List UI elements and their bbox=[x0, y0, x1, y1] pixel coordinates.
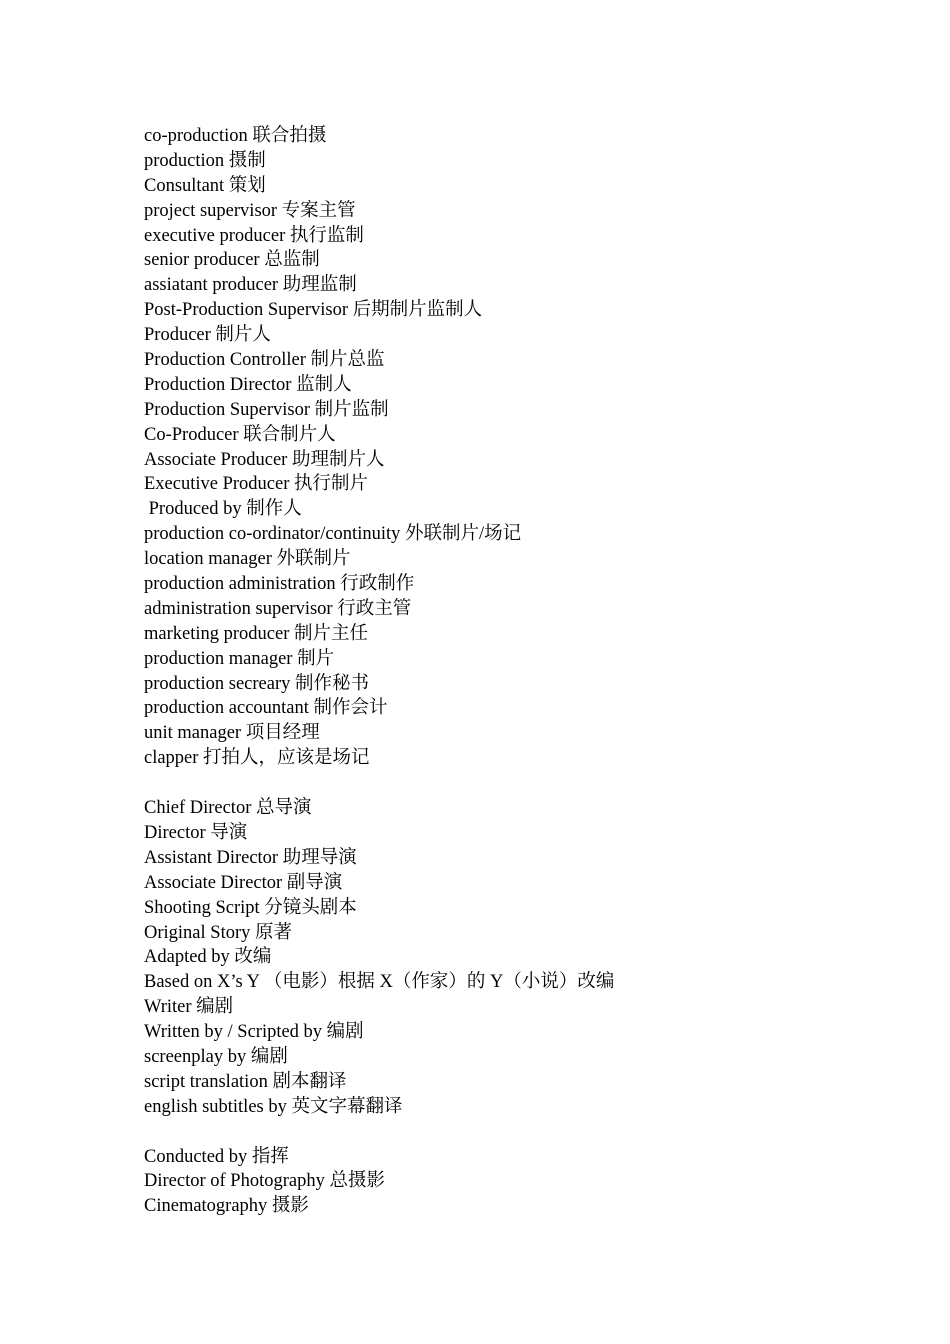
glossary-line: Post-Production Supervisor 后期制片监制人 bbox=[144, 300, 483, 321]
glossary-line: Producer 制片人 bbox=[144, 325, 271, 346]
glossary-line: production co-ordinator/continuity 外联制片/场记 bbox=[144, 524, 522, 545]
glossary-line: Associate Producer 助理制片人 bbox=[144, 449, 385, 470]
glossary-line: executive producer 执行监制 bbox=[144, 225, 364, 246]
glossary-line: production manager 制片 bbox=[144, 648, 335, 669]
glossary-line: project supervisor 专案主管 bbox=[144, 200, 356, 221]
glossary-line: Chief Director 总导演 bbox=[144, 798, 312, 819]
glossary-line: Director 导演 bbox=[144, 822, 248, 843]
glossary-line: Writer 编剧 bbox=[144, 997, 234, 1018]
glossary-line: unit manager 项目经理 bbox=[144, 723, 320, 744]
glossary-line: Production Supervisor 制片监制 bbox=[144, 399, 389, 420]
glossary-line: Co-Producer 联合制片人 bbox=[144, 424, 336, 445]
glossary-line: administration supervisor 行政主管 bbox=[144, 598, 412, 619]
glossary-line: Production Controller 制片总监 bbox=[144, 350, 385, 371]
glossary-line: clapper 打拍人，应该是场记 bbox=[144, 748, 370, 769]
document-body bbox=[144, 124, 864, 1219]
glossary-line: Assistant Director 助理导演 bbox=[144, 847, 357, 868]
glossary-line: Original Story 原著 bbox=[144, 922, 292, 943]
glossary-line: Executive Producer 执行制片 bbox=[144, 474, 368, 495]
glossary-line: location manager 外联制片 bbox=[144, 549, 351, 570]
glossary-line: marketing producer 制片主任 bbox=[144, 623, 368, 644]
glossary-line: assiatant producer 助理监制 bbox=[144, 275, 357, 296]
glossary-line: production 摄制 bbox=[144, 150, 266, 171]
glossary-line: english subtitles by 英文字幕翻译 bbox=[144, 1096, 403, 1117]
glossary-line: Adapted by 改编 bbox=[144, 947, 272, 968]
glossary-line: senior producer 总监制 bbox=[144, 250, 320, 271]
glossary-line: Cinematography 摄影 bbox=[144, 1196, 309, 1217]
glossary-line: Production Director 监制人 bbox=[144, 374, 352, 395]
glossary-line: Based on X’s Y （电影）根据 X（作家）的 Y（小说）改编 bbox=[144, 972, 615, 993]
glossary-line: Director of Photography 总摄影 bbox=[144, 1171, 385, 1192]
glossary-line: production administration 行政制作 bbox=[144, 574, 415, 595]
section-gap bbox=[144, 1120, 864, 1145]
glossary-line: production secreary 制作秘书 bbox=[144, 673, 370, 694]
glossary-line: Consultant 策划 bbox=[144, 175, 266, 196]
section-gap bbox=[144, 771, 864, 796]
glossary-line: Conducted by 指挥 bbox=[144, 1146, 289, 1167]
glossary-line: Written by / Scripted by 编剧 bbox=[144, 1022, 364, 1043]
glossary-line: co-production 联合拍摄 bbox=[144, 126, 327, 146]
glossary-line: screenplay by 编剧 bbox=[144, 1046, 288, 1067]
glossary-line: Shooting Script 分镜头剧本 bbox=[144, 897, 357, 918]
glossary-line: production accountant 制作会计 bbox=[144, 698, 388, 719]
glossary-line: Associate Director 副导演 bbox=[144, 872, 343, 893]
glossary-line: script translation 剧本翻译 bbox=[144, 1071, 347, 1092]
glossary-line: Produced by 制作人 bbox=[144, 499, 302, 520]
